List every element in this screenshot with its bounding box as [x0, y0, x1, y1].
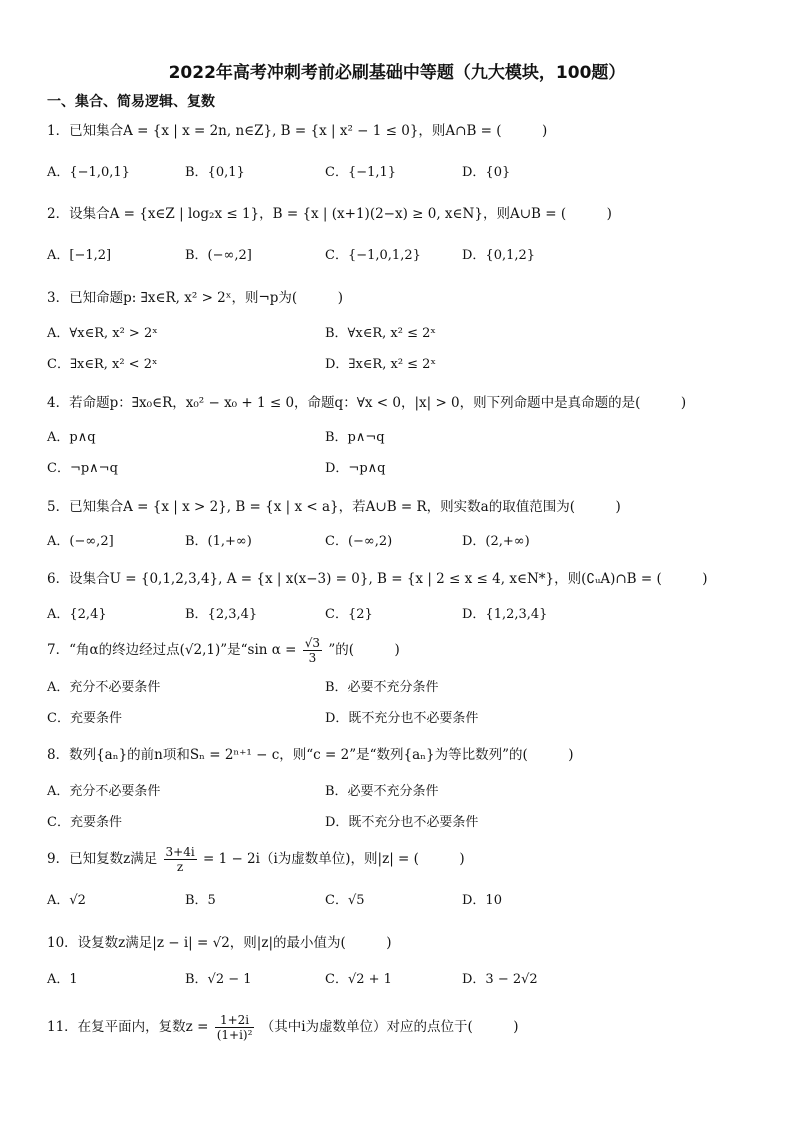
q2-option-b: B．(−∞,2]	[185, 248, 252, 263]
q1-option-b: B．{0,1}	[185, 165, 245, 180]
q10-option-b: B．√2 − 1	[185, 972, 252, 987]
question-7	[47, 636, 400, 665]
q1-option-c: C．{−1,1}	[325, 165, 397, 180]
q8-option-d: D．既不充分也不必要条件	[325, 815, 479, 830]
q9-option-d: D．10	[462, 893, 502, 908]
q8-option-a: A．充分不必要条件	[47, 784, 161, 799]
q11-fraction-numerator: 1+2i	[215, 1013, 255, 1028]
question-9	[47, 845, 465, 874]
q7-stem-end: ”的( )	[328, 642, 400, 658]
q6-option-b: B．{2,3,4}	[185, 607, 258, 622]
q8-option-c: C．充要条件	[47, 815, 122, 830]
q2-option-a: A．[−1,2]	[47, 248, 112, 263]
question-2: 2．设集合A = {x∈Z | log₂x ≤ 1}，B = {x | (x+1)(2−x) ≥ 0, x∈N}，则A∪B = ( )	[47, 206, 612, 222]
q2-option-d: D．{0,1,2}	[462, 248, 536, 263]
q7-fraction	[303, 636, 322, 665]
q4-option-c: C．¬p∧¬q	[47, 461, 118, 476]
section-heading: 一、集合、简易逻辑、复数	[47, 94, 215, 110]
q4-option-b: B．p∧¬q	[325, 430, 385, 445]
question-4: 4．若命题p：∃x₀∈R，x₀² − x₀ + 1 ≤ 0，命题q：∀x < 0，|x| > 0，则下列命题中是真命题的是( )	[47, 395, 687, 411]
q11-stem-start: 11．在复平面内，复数z =	[47, 1019, 209, 1035]
q9-option-b: B．5	[185, 893, 216, 908]
q5-option-b: B．(1,+∞)	[185, 534, 252, 549]
q11-fraction	[215, 1013, 255, 1042]
q10-option-a: A．1	[47, 972, 78, 987]
q10-option-d: D．3 − 2√2	[462, 972, 538, 987]
question-1: 1．已知集合A = {x | x = 2n, n∈Z}, B = {x | x² − 1 ≤ 0}，则A∩B = ( )	[47, 123, 548, 139]
q11-stem-end: （其中i为虚数单位）对应的点位于( )	[260, 1019, 519, 1035]
page-title: 2022年高考冲刺考前必刷基础中等题（九大模块，100题）	[168, 63, 626, 83]
question-11	[47, 1013, 519, 1042]
q2-option-c: C．{−1,0,1,2}	[325, 248, 421, 263]
q10-option-c: C．√2 + 1	[325, 972, 392, 987]
q1-option-d: D．{0}	[462, 165, 511, 180]
q3-option-b: B．∀x∈R, x² ≤ 2ˣ	[325, 326, 436, 341]
q7-fraction-denominator: 3	[308, 651, 317, 665]
q7-option-d: D．既不充分也不必要条件	[325, 711, 479, 726]
q3-option-c: C．∃x∈R, x² < 2ˣ	[47, 357, 158, 372]
q9-fraction-denominator: z	[176, 860, 184, 874]
q1-option-a: A．{−1,0,1}	[47, 165, 130, 180]
question-6: 6．设集合U = {0,1,2,3,4}, A = {x | x(x−3) = 0}, B = {x | 2 ≤ x ≤ 4, x∈N*}，则(∁ᵤA)∩B = ( )	[47, 571, 708, 587]
q9-fraction-numerator: 3+4i	[165, 845, 195, 859]
q9-fraction	[164, 845, 197, 874]
q5-option-a: A．(−∞,2]	[47, 534, 114, 549]
q4-option-a: A．p∧q	[47, 430, 96, 445]
q7-stem-start: 7．“角α的终边经过点(√2,1)”是“sin α =	[47, 642, 297, 658]
q6-option-a: A．{2,4}	[47, 607, 107, 622]
q9-stem-end: = 1 − 2i（i为虚数单位)，则|z| = ( )	[202, 851, 465, 867]
q7-option-b: B．必要不充分条件	[325, 680, 439, 695]
q9-option-c: C．√5	[325, 893, 365, 908]
q6-option-d: D．{1,2,3,4}	[462, 607, 548, 622]
question-3: 3．已知命题p: ∃x∈R, x² > 2ˣ，则¬p为( )	[47, 290, 343, 306]
q5-option-d: D．(2,+∞)	[462, 534, 530, 549]
q3-option-d: D．∃x∈R, x² ≤ 2ˣ	[325, 357, 436, 372]
q7-option-a: A．充分不必要条件	[47, 680, 161, 695]
q4-option-d: D．¬p∧q	[325, 461, 386, 476]
q9-option-a: A．√2	[47, 893, 86, 908]
q7-option-c: C．充要条件	[47, 711, 122, 726]
q11-fraction-denominator: (1+i)²	[216, 1028, 253, 1042]
q5-option-c: C．(−∞,2)	[325, 534, 393, 549]
q6-option-c: C．{2}	[325, 607, 373, 622]
question-8: 8．数列{aₙ}的前n项和Sₙ = 2ⁿ⁺¹ − c，则“c = 2”是“数列{aₙ}为等比数列”的( )	[47, 747, 574, 763]
q7-fraction-numerator: √3	[304, 636, 321, 650]
q9-stem-start: 9．已知复数z满足	[47, 851, 158, 867]
q8-option-b: B．必要不充分条件	[325, 784, 439, 799]
question-5: 5．已知集合A = {x | x > 2}, B = {x | x < a}，若A∪B = R，则实数a的取值范围为( )	[47, 499, 621, 515]
q3-option-a: A．∀x∈R, x² > 2ˣ	[47, 326, 158, 341]
question-10: 10．设复数z满足|z − i| = √2，则|z|的最小值为( )	[47, 935, 392, 951]
